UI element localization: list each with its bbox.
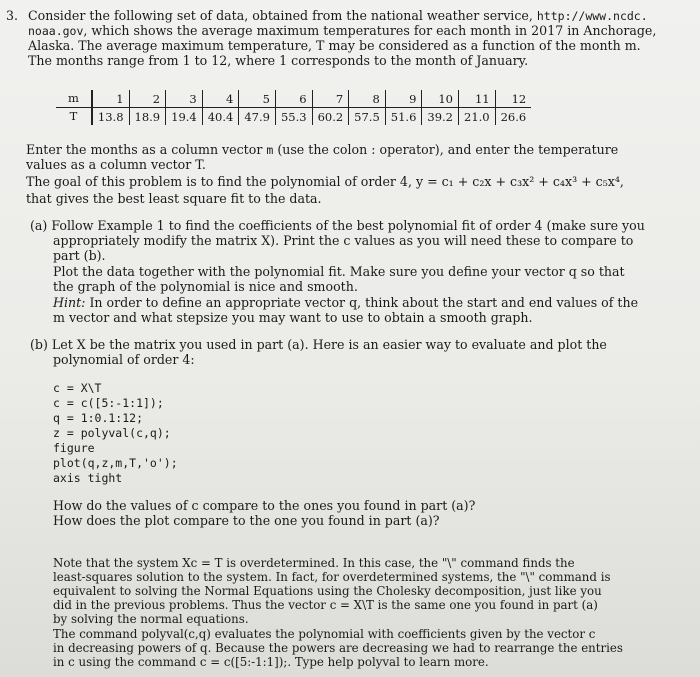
table-cell: 11 (459, 90, 496, 108)
intro-line-3: Alaska. The average maximum temperature, T may be considered as a function of the month m. (28, 38, 641, 53)
code-line-4: z = polyval(c,q); (53, 426, 171, 440)
table-row-m (56, 90, 531, 108)
table-cell: 57.5 (349, 108, 386, 126)
intro-line-1: Consider the following set of data, obtained from the national weather service, http://www.ncdc. (28, 8, 648, 23)
question-2: How does the plot compare to the one you found in part (a)? (53, 513, 440, 528)
note-line-6: The command polyval(c,q) evaluates the polynomial with coefficients given by the vector c (53, 627, 596, 641)
data-table (56, 90, 531, 125)
instruction-line-1: Enter the months as a column vector m (use the colon : operator), and enter the temperature (26, 142, 619, 157)
part-a-line-5: the graph of the polynomial is nice and smooth. (53, 279, 358, 294)
table-cell: 9 (385, 90, 422, 108)
url-part-1: http://www.ncdc. (536, 9, 648, 23)
instruction-line-3: The goal of this problem is to find the polynomial of order 4, y = c₁ + c₂x + c₃x² + c₄x³ + c₅x⁴, (26, 174, 624, 189)
note-line-5: by solving the normal equations. (53, 612, 249, 626)
code-line-7: axis tight (53, 471, 123, 485)
table-cell: 13.8 (92, 108, 129, 126)
note-line-2: least-squares solution to the system. In fact, for overdetermined systems, the "\" command is (53, 570, 611, 584)
hint-label: Hint: (53, 295, 86, 310)
note-line-8: in c using the command c = c([5:-1:1]);. Type help polyval to learn more. (53, 655, 489, 669)
table-cell: 5 (239, 90, 276, 108)
code-line-3: q = 1:0.1:12; (53, 411, 144, 425)
table-cell: 26.6 (495, 108, 531, 126)
note-line-1: Note that the system Xc = T is overdetermined. In this case, the "\" command finds the (53, 556, 575, 570)
part-a-line-4: Plot the data together with the polynomial fit. Make sure you define your vector q so that (53, 264, 625, 279)
row-label: m (56, 90, 92, 108)
note-line-4: did in the previous problems. Thus the vector c = X\T is the same one you found in part (a) (53, 598, 598, 612)
table-cell: 6 (275, 90, 312, 108)
instruction-line-4: that gives the best least square fit to the data. (26, 191, 322, 206)
intro-line-4: The months range from 1 to 12, where 1 corresponds to the month of January. (28, 53, 529, 68)
part-a-line-6: Hint: In order to define an appropriate vector q, think about the start and end values of the (53, 295, 639, 310)
table-cell: 10 (422, 90, 459, 108)
url-part-2: noaa.gov (28, 24, 84, 38)
table-cell: 2 (129, 90, 166, 108)
table-cell: 60.2 (312, 108, 349, 126)
part-b-line-2: polynomial of order 4: (53, 352, 195, 367)
table-cell: 47.9 (239, 108, 276, 126)
table-cell: 7 (312, 90, 349, 108)
problem-number: 3. (6, 8, 19, 23)
table-cell: 1 (92, 90, 129, 108)
table-cell: 12 (495, 90, 531, 108)
table-cell: 51.6 (385, 108, 422, 126)
table-cell: 3 (166, 90, 203, 108)
question-1: How do the values of c compare to the ones you found in part (a)? (53, 498, 476, 513)
table-cell: 19.4 (166, 108, 203, 126)
row-label: T (56, 108, 92, 126)
table-cell: 55.3 (275, 108, 312, 126)
table-cell: 18.9 (129, 108, 166, 126)
instruction-line-2: values as a column vector T. (26, 157, 206, 172)
table-cell: 8 (349, 90, 386, 108)
table-cell: 39.2 (422, 108, 459, 126)
intro-line-2: noaa.gov, which shows the average maximum temperatures for each month in 2017 in Anchorage, (28, 23, 657, 38)
part-a-line-1: (a) Follow Example 1 to find the coefficients of the best polynomial fit of order 4 (make sure you (30, 218, 645, 233)
part-a-line-3: part (b). (53, 248, 106, 263)
part-b-line-1: (b) Let X be the matrix you used in part (a). Here is an easier way to evaluate and plot the (30, 337, 607, 352)
table-cell: 4 (202, 90, 239, 108)
code-line-6: plot(q,z,m,T,'o'); (53, 456, 178, 470)
code-line-2: c = c([5:-1:1]); (53, 396, 164, 410)
note-line-3: equivalent to solving the Normal Equations using the Cholesky decomposition, just like you (53, 584, 602, 598)
code-line-5: figure (53, 441, 95, 455)
part-a-line-7: m vector and what stepsize you may want to use to obtain a smooth graph. (53, 310, 533, 325)
part-a-line-2: appropriately modify the matrix X). Print the c values as you will need these to compare to (53, 233, 634, 248)
note-line-7: in decreasing powers of q. Because the powers are decreasing we had to rearrange the entries (53, 641, 623, 655)
code-line-1: c = X\T (53, 381, 102, 395)
table-cell: 40.4 (202, 108, 239, 126)
table-row-T (56, 108, 531, 126)
table-cell: 21.0 (459, 108, 496, 126)
